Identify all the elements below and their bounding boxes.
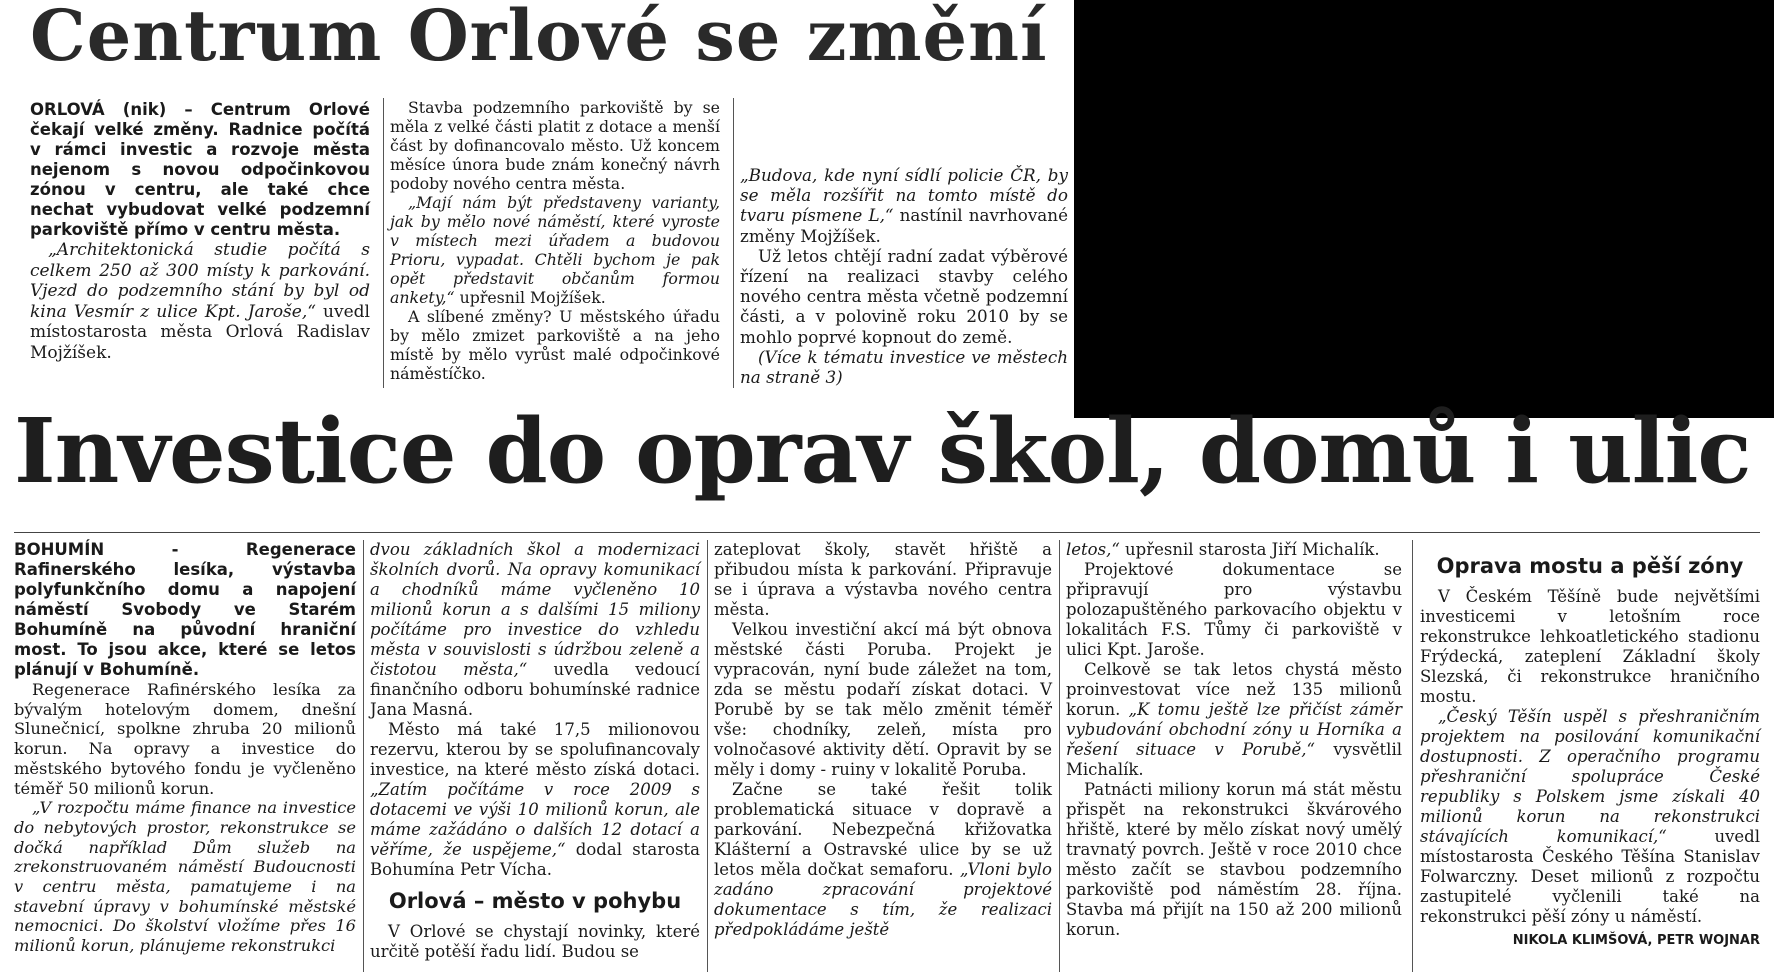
attribution: vysvětlil Michalík.	[1066, 740, 1403, 779]
article2-col4-paragraph-1: Projektové dokumentace se připravují pro výstavbu polozapuštěného parkovacího objektu v lokalitách F.S. Tůmy či parkoviště v ulici Kpt. Jaroše.	[1066, 560, 1402, 659]
attribution: upřesnil Mojžíšek.	[454, 288, 606, 307]
attribution: nastínil navrhované změny Mojžíšek.	[740, 205, 1068, 246]
article2-col2-paragraph-2	[370, 720, 700, 880]
article2-col1-quote: „V rozpočtu máme finance na investice do nebytových prostor, rekonstrukce se dočká například Dům služeb na zrekonstruovaném náměstí Budoucnosti v centru města, pamatujeme i na stavební úpravy v bohumínské městské nemocnici. Do školství vložíme přes 16 milionů korun, plánujeme rekonstrukci	[14, 798, 356, 956]
section-rule	[14, 532, 1760, 533]
see-also-note: (Více k tématu investice ve městech na straně 3)	[740, 346, 1068, 388]
attribution: uvedla vedoucí finančního odboru bohumínské radnice Jana Masná.	[370, 660, 700, 719]
quote: „Český Těšín uspěl s přeshraničním projektem na posilování komunikační dostupnosti. Z operačního programu přeshraniční spolupráce České republiky s Polskem jsme získali 40 milionů korun na rekonstrukci stávajících komunikací,“	[1420, 707, 1760, 846]
article2-col4-paragraph-2	[1066, 660, 1402, 780]
column-rule	[363, 540, 364, 972]
quote: „Vloni bylo zadáno zpracování projektové dokumentace s tím, že realizaci předpokládáme ještě	[714, 860, 1052, 939]
headline-investice: Investice do oprav škol, domů i ulic	[14, 398, 1751, 503]
attribution: uvedl místostarosta Českého Těšína Stanislav Folwarczny. Deset milionů z rozpočtu zastupitelé vyčlenili také na rekonstrukci pěší zóny u náměstí.	[1420, 827, 1760, 926]
article1-col3-paragraph-2: Už letos chtějí radní zadat výběrové řízení na realizaci stavby celého nového centra města včetně podzemní části, a v polovině roku 2010 by se mohlo poprvé kopnout do země.	[740, 245, 1068, 347]
article2-column-5	[1420, 545, 1760, 951]
article1-col2-paragraph-2	[390, 193, 720, 307]
attribution: upřesnil starosta Jiří Michalík.	[1119, 540, 1380, 559]
article2-col3-paragraph-2: Velkou investiční akcí má být obnova městské části Poruba. Projekt je vypracován, nyní bude záležet na tom, zda se městu podaří získat dotaci. V Porubě by se tak mělo změnit téměř vše: chodníky, zeleň, místa pro volnočasové aktivity dětí. Opravit by se měly i domy - ruiny v lokalitě Poruba.	[714, 620, 1052, 779]
article1-col3-paragraph-1	[740, 165, 1068, 246]
column-rule	[383, 98, 384, 388]
quote-end: letos,“	[1066, 540, 1120, 559]
text: Celkově se tak letos chystá město proinvestovat více než 135 milionů korun.	[1066, 660, 1402, 719]
column-rule	[707, 540, 708, 972]
article2-column-1	[14, 540, 356, 956]
article1-col2-paragraph-1: Stavba podzemního parkoviště by se měla z velké části platit z dotace a menší část by dofinancovalo město. Už koncem měsíce února bude znám konečný návrh podoby nového centra města.	[390, 98, 720, 193]
article1-column-3	[740, 165, 1068, 387]
attribution: uvedl místostarosta města Orlová Radislav Mojžíšek.	[30, 301, 370, 363]
article2-col5-paragraph-1: V Českém Těšíně bude největšími investicemi v letošním roce rekonstrukce lehkoatletického stadionu Frýdecká, zateplení Základní školy Slezská, či rekonstrukce hraničního mostu.	[1420, 587, 1760, 706]
text: Město má také 17,5 milionovou rezervu, kterou by se spolufinancovaly investice, na které město získá dotaci.	[370, 720, 700, 779]
quote: dvou základních škol a modernizaci školních dvorů. Na opravy komunikací a chodníků máme vyčleněno 10 milionů korun a s dalšími 15 miliony počítáme pro investice do vzhledu města v souvislosti s údržbou zeleně a čistotou města,“	[370, 540, 700, 679]
article2-col4-paragraph-3: Patnácti miliony korun má stát městu přispět na rekonstrukci škvárového hřiště, které by mělo získat nový umělý travnatý povrch. Ještě v roce 2010 chce město začít se stavbou podzemního parkoviště pod náměstím 28. října. Stavba má přijít na 150 až 200 milionů korun.	[1066, 780, 1402, 939]
subhead-most: Oprava mostu a pěší zóny	[1436, 554, 1744, 578]
column-rule	[1059, 540, 1060, 972]
headline-orlova: Centrum Orlové se změní	[30, 0, 1048, 77]
article1-lead: ORLOVÁ (nik) – Centrum Orlové čekají velké změny. Radnice počítá v rámci investic a rozvoje města nejenom s novou odpočinkovou zónou v centru, ale také chce nechat vybudovat velké podzemní parkoviště přímo v centru města.	[30, 100, 370, 239]
redaction-block	[1074, 0, 1774, 418]
text: Začne se také řešit tolik problematická situace v dopravě a parkování. Nebezpečná křižovatka Klášterní a Ostravské ulice by se už letos měla dočkat semaforu.	[714, 780, 1052, 879]
byline: NIKOLA KLIMŠOVÁ, PETR WOJNAR	[1512, 933, 1760, 948]
article2-column-3	[714, 540, 1052, 940]
article1-column-1	[30, 100, 370, 363]
article2-col5-paragraph-2	[1420, 707, 1760, 927]
attribution: dodal starosta Bohumína Petr Vícha.	[370, 840, 701, 879]
quote: „Budova, kde nyní sídlí policie ČR, by se měla rozšířit na tomto místě do tvaru písmene L,“	[740, 165, 1068, 226]
article1-col1-paragraph	[30, 240, 370, 363]
quote: „Architektonická studie počítá s celkem 250 až 300 místy k parkování. Vjezd do podzemního stání by byl od kina Vesmír z ulice Kpt. Jaroše,“	[30, 240, 370, 322]
article2-col3-paragraph-1: zateplovat školy, stavět hřiště a přibudou místa k parkování. Připravuje se i úprava a výstavba nového centra města.	[714, 540, 1052, 619]
article2-column-2	[370, 540, 700, 962]
quote: „K tomu ještě lze přičíst záměr vybudování obchodní zóny u Horníka a řešení situace v Porubě,“	[1066, 700, 1402, 759]
column-rule	[733, 98, 734, 388]
article2-col2-paragraph-1	[370, 540, 700, 720]
article2-lead: BOHUMÍN - Regenerace Rafinerského lesíka, výstavba polyfunkčního domu a napojení náměstí Svobody ve Starém Bohumíně na původní hraniční most. To jsou akce, které se letos plánují v Bohumíně.	[14, 540, 356, 679]
quote: „Mají nám být představeny varianty, jak by mělo nové náměstí, které vyroste v místech mezi úřadem a budovou Prioru, vypadat. Chtěli bychom je pak opět představit občanům formou ankety,“	[390, 193, 720, 307]
column-rule	[1412, 540, 1413, 972]
article2-col3-paragraph-3	[714, 780, 1052, 940]
subhead-orlova: Orlová – město v pohybu	[388, 889, 682, 913]
article1-col2-paragraph-3: A slíbené změny? U městského úřadu by mělo zmizet parkoviště a na jeho místě by mělo vyrůst malé odpočinkové náměstíčko.	[390, 307, 720, 383]
article2-col2-paragraph-3: V Orlové se chystají novinky, které určitě potěší řadu lidí. Budou se	[370, 922, 700, 961]
article2-col4-paragraph-0	[1066, 540, 1402, 560]
quote: „Zatím počítáme v roce 2009 s dotacemi ve výši 10 milionů korun, ale máme zažádáno o dalších 12 dotací a věříme, že uspějeme,“	[370, 780, 700, 859]
article2-col1-paragraph-1: Regenerace Rafinérského lesíka za bývalým hotelovým domem, dnešní Slunečnicí, spolkne zhruba 20 milionů korun. Na opravy a investice do městského bytového fondu je vyčleněno téměř 50 milionů korun.	[14, 680, 356, 798]
article2-column-4	[1066, 540, 1402, 940]
article1-column-2	[390, 98, 720, 383]
